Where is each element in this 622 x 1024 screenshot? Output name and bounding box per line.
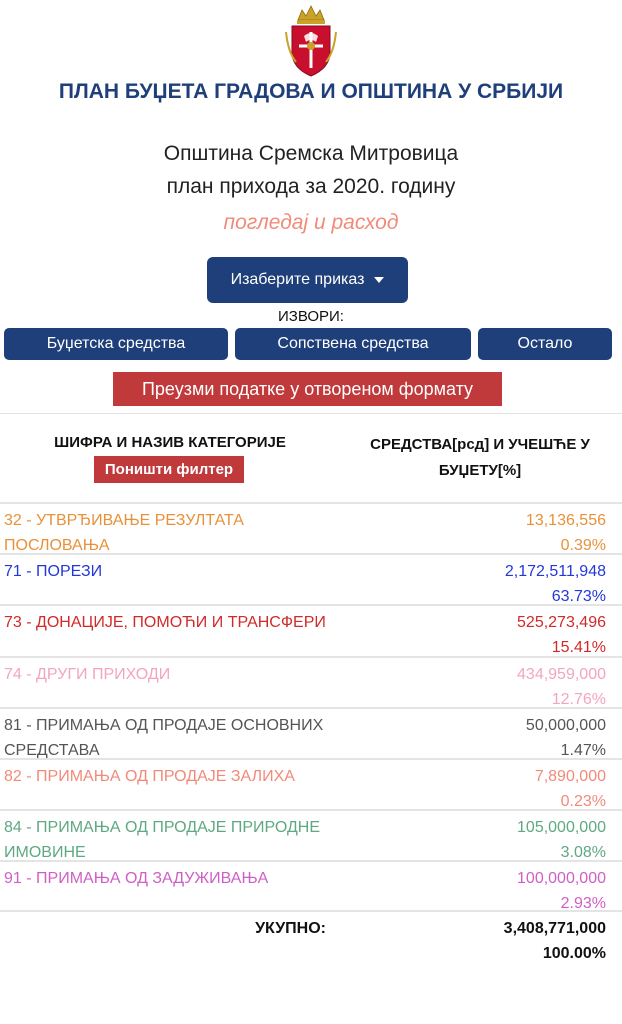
table-row[interactable] xyxy=(0,553,622,605)
total-percent: 100.00% xyxy=(542,945,606,962)
total-row xyxy=(0,910,622,972)
category-amount: 7,890,000 xyxy=(534,768,606,785)
category-amount: 100,000,000 xyxy=(517,870,606,888)
serbia-coat-of-arms-icon xyxy=(284,2,338,78)
category-name: 81 - ПРИМАЊА ОД ПРОДАЈЕ ОСНОВНИХ СРЕДСТАВА xyxy=(4,716,324,759)
category-percent: 15.41% xyxy=(551,639,606,657)
table-row[interactable] xyxy=(0,656,622,708)
table-row[interactable] xyxy=(0,502,622,554)
category-name: 71 - ПОРЕЗИ xyxy=(4,563,103,581)
table-row[interactable] xyxy=(0,707,622,759)
municipality-name: Општина Сремска Митровица xyxy=(163,142,459,165)
category-amount: 434,959,000 xyxy=(517,665,606,683)
amount-column-header: СРЕДСТВА[рсд] И УЧЕШЋЕ У БУЏЕТУ[%] xyxy=(370,436,590,479)
category-amount: 2,172,511,948 xyxy=(504,563,606,581)
category-amount: 105,000,000 xyxy=(517,819,606,837)
category-name: 82 - ПРИМАЊА ОД ПРОДАЈЕ ЗАЛИХА xyxy=(4,768,295,785)
category-percent: 63.73% xyxy=(551,588,606,606)
reset-filter-button[interactable]: Поништи филтер xyxy=(94,456,244,483)
source-other-button[interactable]: Остало xyxy=(478,328,612,360)
category-amount: 525,273,496 xyxy=(517,614,606,632)
category-amount: 50,000,000 xyxy=(525,716,606,734)
category-name: 73 - ДОНАЦИЈЕ, ПОМОЋИ И ТРАНСФЕРИ xyxy=(4,614,326,632)
category-percent: 2.93% xyxy=(560,895,606,913)
table-divider xyxy=(0,413,622,414)
category-column-header: ШИФРА И НАЗИВ КАТЕГОРИЈЕ xyxy=(54,434,286,451)
sources-label: ИЗВОРИ: xyxy=(278,308,344,325)
table-row[interactable] xyxy=(0,604,622,656)
caret-down-icon xyxy=(374,277,384,283)
source-budget-button[interactable]: Буџетска средства xyxy=(4,328,228,360)
category-name: 74 - ДРУГИ ПРИХОДИ xyxy=(4,665,171,683)
category-percent: 0.39% xyxy=(560,537,606,554)
category-percent: 0.23% xyxy=(560,793,606,810)
table-row[interactable] xyxy=(0,809,622,861)
total-label: УКУПНО: xyxy=(255,920,326,937)
total-amount: 3,408,771,000 xyxy=(503,920,606,937)
category-percent: 12.76% xyxy=(551,690,606,708)
category-amount: 13,136,556 xyxy=(525,512,606,529)
choose-view-dropdown[interactable] xyxy=(207,257,408,303)
category-name: 91 - ПРИМАЊА ОД ЗАДУЖИВАЊА xyxy=(4,870,269,888)
plan-subtitle: план прихода за 2020. годину xyxy=(166,175,456,198)
view-expenses-link[interactable]: погледај и расход xyxy=(223,211,399,234)
site-title: ПЛАН БУЏЕТА ГРАДОВА И ОПШТИНА У СРБИЈИ xyxy=(58,80,564,103)
category-name: 84 - ПРИМАЊА ОД ПРОДАЈЕ ПРИРОДНЕ ИМОВИНЕ xyxy=(4,819,321,862)
download-open-data-button[interactable]: Преузми податке у отвореном формату xyxy=(113,372,502,406)
category-percent: 3.08% xyxy=(560,844,606,862)
source-own-button[interactable]: Сопствена средства xyxy=(235,328,471,360)
category-percent: 1.47% xyxy=(560,741,606,759)
table-row[interactable] xyxy=(0,860,622,912)
choose-view-label: Изаберите приказ xyxy=(230,271,365,288)
table-row[interactable] xyxy=(0,758,622,810)
category-name: 32 - УТВРЂИВАЊЕ РЕЗУЛТАТА ПОСЛОВАЊА xyxy=(4,512,244,554)
